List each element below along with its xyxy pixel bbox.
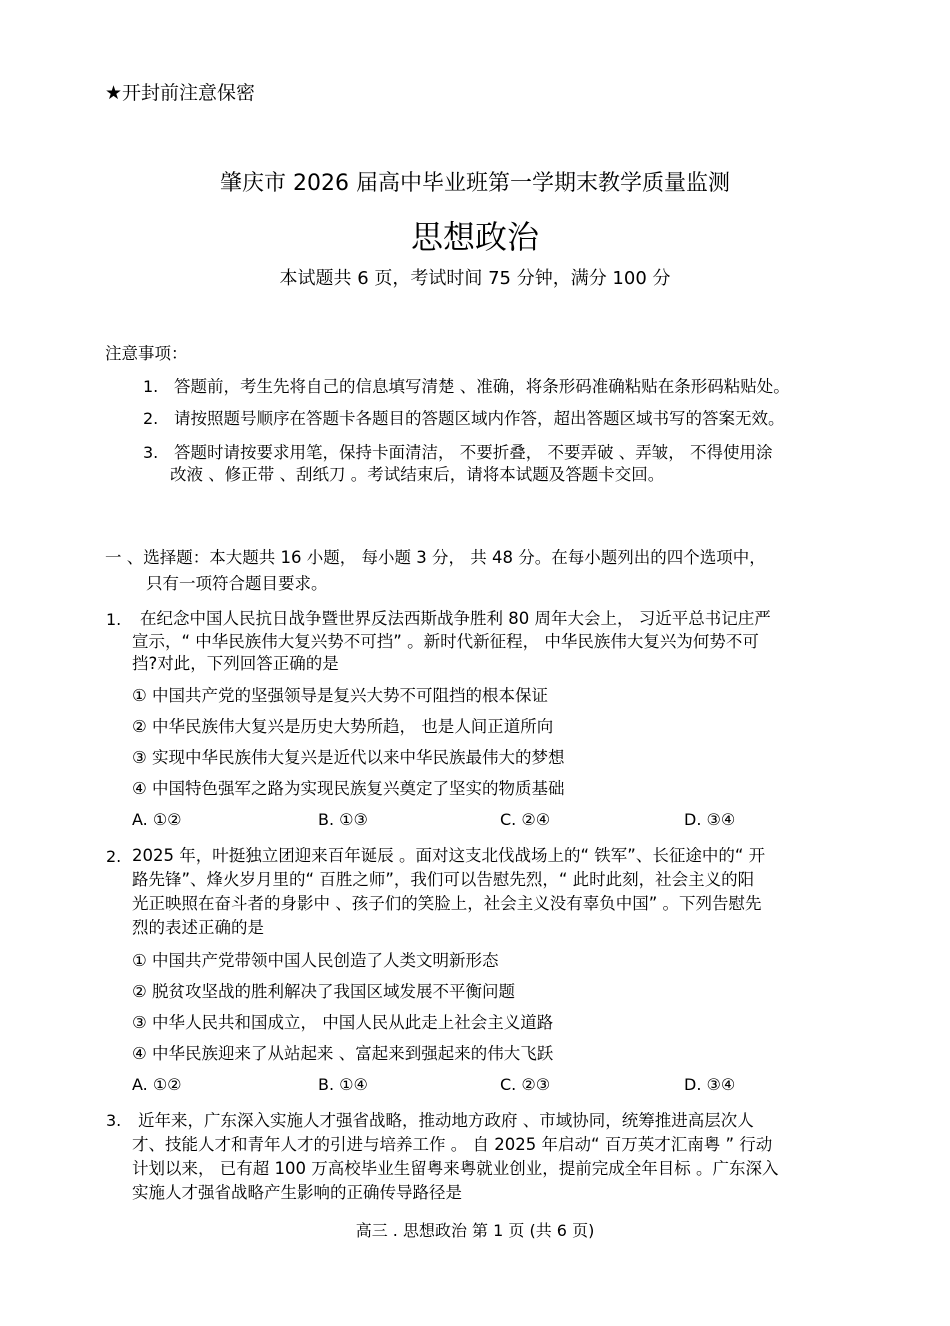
notice-item-text: 答题时请按要求用笔，保持卡面清洁， 不要折叠， 不要弄破 、弄皱， 不得使用涂 [174,443,773,462]
statement: ① 中国共产党的坚强领导是复兴大势不可阻挡的根本保证 [132,686,549,705]
notice-item-text: 答题前，考生先将自己的信息填写清楚 、准确，将条形码准确粘贴在条形码粘贴处。 [174,377,790,396]
statement: ③ 实现中华民族伟大复兴是近代以来中华民族最伟大的梦想 [132,748,565,767]
section-heading: 只有一项符合题目要求。 [146,574,328,593]
question-stem: 计划以来， 已有超 100 万高校毕业生留粤来粤就业创业，提前完成全年目标 。广东深入 [132,1159,779,1178]
question-stem: 才、技能人才和青年人才的引进与培养工作 。 自 2025 年启动“ 百万英才汇南粤 ” 行动 [132,1135,773,1154]
statement: ④ 中国特色强军之路为实现民族复兴奠定了坚实的物质基础 [132,779,565,798]
statement: ④ 中华民族迎来了从站起来 、富起来到强起来的伟大飞跃 [132,1044,554,1063]
question-stem: 2025 年，叶挺独立团迎来百年诞辰 。面对这支北伐战场上的“ 铁军”、长征途中的“ 开 [132,846,766,865]
exam-title: 肇庆市 2026 届高中毕业班第一学期末教学质量监测 [220,171,730,196]
statement: ② 中华民族伟大复兴是历史大势所趋， 也是人间正道所向 [132,717,554,736]
notice-item-text: 请按照题号顺序在答题卡各题目的答题区域内作答，超出答题区域书写的答案无效。 [174,409,785,428]
notice-item-number: 3. [143,443,159,462]
question-stem: 路先锋”、烽火岁月里的“ 百胜之师”，我们可以告慰先烈，“ 此时此刻，社会主义的阳 [132,870,755,889]
notice-heading: 注意事项： [105,344,188,363]
question-stem: 近年来，广东深入实施人才强省战略，推动地方政府 、市域协同，统筹推进高层次人 [138,1111,754,1130]
question-stem: 挡?对此，下列回答正确的是 [132,654,339,673]
option-c[interactable]: C. ②④ [500,810,551,829]
option-a[interactable]: A. ①② [132,810,182,829]
notice-item-text: 改液 、修正带 、刮纸刀 。考试结束后，请将本试题及答题卡交回。 [170,465,665,484]
option-b[interactable]: B. ①③ [318,810,368,829]
question-stem: 烈的表述正确的是 [132,918,264,937]
question-number: 2. [106,847,122,866]
statement: ② 脱贫攻坚战的胜利解决了我国区域发展不平衡问题 [132,982,516,1001]
confidential-mark: ★开封前注意保密 [105,82,256,104]
section-heading: 一 、选择题：本大题共 16 小题， 每小题 3 分， 共 48 分。在每小题列出的四个选项中， [105,548,766,567]
notice-item-number: 1. [143,377,159,396]
option-d[interactable]: D. ③④ [684,810,736,829]
statement: ① 中国共产党带领中国人民创造了人类文明新形态 [132,951,499,970]
question-number: 3. [106,1111,122,1130]
question-stem: 实施人才强省战略产生影响的正确传导路径是 [132,1183,462,1202]
question-stem: 光正映照在奋斗者的身影中 、孩子们的笑脸上，社会主义没有辜负中国” 。下列告慰先 [132,894,762,913]
question-stem: 在纪念中国人民抗日战争暨世界反法西斯战争胜利 80 周年大会上， 习近平总书记庄严 [140,609,771,628]
option-a[interactable]: A. ①② [132,1075,182,1094]
statement: ③ 中华人民共和国成立， 中国人民从此走上社会主义道路 [132,1013,554,1032]
question-number: 1. [106,610,122,629]
exam-info: 本试题共 6 页，考试时间 75 分钟，满分 100 分 [279,268,671,289]
page-footer: 高三 . 思想政治 第 1 页 (共 6 页) [355,1221,595,1240]
subject-title: 思想政治 [410,218,539,256]
option-d[interactable]: D. ③④ [684,1075,736,1094]
notice-item-number: 2. [143,409,159,428]
option-b[interactable]: B. ①④ [318,1075,368,1094]
question-stem: 宣示，“ 中华民族伟大复兴势不可挡” 。新时代新征程， 中华民族伟大复兴为何势不可 [132,632,759,651]
option-c[interactable]: C. ②③ [500,1075,551,1094]
